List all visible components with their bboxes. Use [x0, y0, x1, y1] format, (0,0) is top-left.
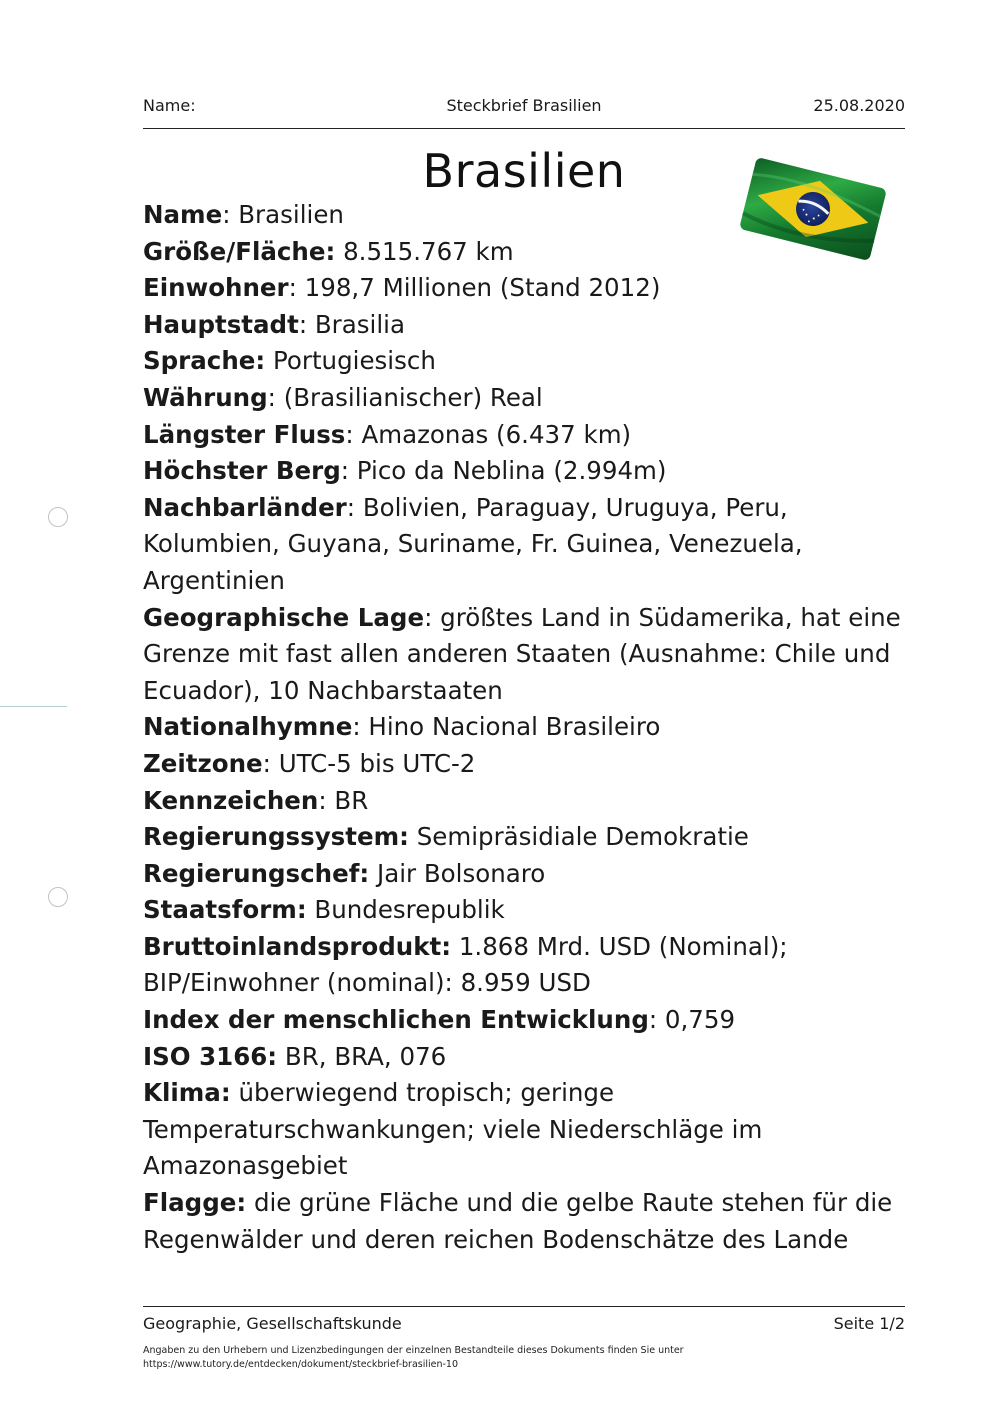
- fact-separator: :: [648, 1005, 665, 1035]
- fact-separator: :: [345, 419, 362, 449]
- fact-value: größtes Land in Südamerika, hat eine Grenze mit fast allen anderen Staaten (Ausnahme: Chile und Ecuador), 10 Nachbarstaaten: [143, 602, 901, 705]
- fact-row: [143, 234, 913, 271]
- fact-row: [143, 1039, 913, 1076]
- fact-separator: [246, 1188, 254, 1217]
- fact-value: Amazonas (6.437 km): [361, 419, 632, 449]
- fact-value: überwiegend tropisch; geringe Temperaturschwankungen; viele Niederschläge im Amazonasgebiet: [143, 1078, 763, 1181]
- fact-separator: :: [267, 382, 284, 412]
- fact-label: Bruttoinlandsprodukt:: [143, 931, 452, 961]
- fact-separator: :: [288, 273, 305, 303]
- page-number: Seite 1/2: [833, 1314, 905, 1333]
- fact-row: [143, 600, 913, 710]
- fact-separator: [335, 237, 343, 266]
- fact-row: [143, 746, 913, 783]
- fact-label: Regierungssystem:: [143, 822, 409, 852]
- fact-row: [143, 929, 913, 1002]
- fact-value: die grüne Fläche und die gelbe Raute stehen für die Regenwälder und deren reichen Bodenschätze des Lande: [143, 1188, 893, 1254]
- document-title: Steckbrief Brasilien: [446, 96, 602, 115]
- page-header: [143, 96, 905, 120]
- fact-row: [143, 1185, 913, 1258]
- fact-separator: :: [352, 712, 369, 742]
- fact-label: Staatsform:: [143, 895, 307, 925]
- fact-label: Größe/Fläche:: [143, 236, 336, 266]
- fact-value: 1.868 Mrd. USD (Nominal); BIP/Einwohner (nominal): 8.959 USD: [143, 931, 788, 998]
- fact-value: 198,7 Millionen (Stand 2012): [304, 273, 661, 303]
- fact-value: Bolivien, Paraguay, Uruguya, Peru, Kolumbien, Guyana, Suriname, Fr. Guinea, Venezuela, Argentinien: [143, 492, 803, 595]
- fact-label: Flagge:: [143, 1188, 247, 1218]
- fact-value: BR: [334, 785, 369, 815]
- fact-row: [143, 709, 913, 746]
- fact-row: [143, 197, 913, 234]
- fact-value: Hino Nacional Brasileiro: [368, 712, 661, 742]
- fact-row: [143, 490, 913, 600]
- fact-separator: :: [262, 748, 279, 778]
- fact-label: Name: [143, 200, 223, 229]
- fact-value: Portugiesisch: [272, 346, 436, 376]
- fact-separator: :: [424, 602, 441, 632]
- fact-separator: :: [222, 200, 239, 229]
- punch-hole-mark: [48, 887, 68, 907]
- credits-text: Angaben zu den Urhebern und Lizenzbedingungen der einzelnen Bestandteile dieses Dokuments finden Sie unter: [143, 1345, 684, 1356]
- fact-label: Höchster Berg: [143, 456, 341, 486]
- fact-row: [143, 783, 913, 820]
- credits-link[interactable]: https://www.tutory.de/entdecken/dokument/steckbrief-brasilien-10: [143, 1359, 459, 1370]
- fact-row: [143, 453, 913, 490]
- fact-row: [143, 892, 913, 929]
- fact-separator: :: [340, 456, 357, 486]
- fact-row: [143, 1075, 913, 1185]
- fact-label: Klima:: [143, 1078, 231, 1108]
- fact-row: [143, 380, 913, 417]
- fact-separator: :: [346, 492, 363, 522]
- fact-label: Nationalhymne: [143, 712, 353, 742]
- document-date: 25.08.2020: [813, 96, 905, 115]
- fact-value: Semipräsidiale Demokratie: [416, 822, 749, 852]
- fact-value: BR, BRA, 076: [284, 1041, 447, 1071]
- fact-separator: [277, 1042, 285, 1071]
- fact-label: Längster Fluss: [143, 419, 346, 449]
- fact-list: [143, 197, 913, 1258]
- fact-row: [143, 343, 913, 380]
- punch-hole-mark: [48, 507, 68, 527]
- fact-label: Kennzeichen: [143, 785, 319, 815]
- fact-label: Geographische Lage: [143, 602, 425, 632]
- fact-separator: [369, 859, 377, 888]
- fact-separator: [265, 346, 273, 375]
- fact-label: Hauptstadt: [143, 309, 299, 339]
- page-title: Brasilien: [422, 144, 626, 198]
- fact-row: [143, 819, 913, 856]
- fact-label: Nachbarländer: [143, 492, 347, 522]
- fact-row: [143, 307, 913, 344]
- fact-label: Regierungschef:: [143, 858, 370, 888]
- fact-row: [143, 1002, 913, 1039]
- fact-separator: [409, 822, 417, 851]
- subject-label: Geographie, Gesellschaftskunde: [143, 1314, 402, 1333]
- fact-value: Brasilien: [238, 200, 344, 229]
- fact-label: ISO 3166:: [143, 1041, 278, 1071]
- fact-row: [143, 856, 913, 893]
- name-label: Name:: [143, 96, 196, 115]
- license-credits: [143, 1344, 843, 1372]
- fact-separator: [451, 932, 459, 961]
- fact-row: [143, 417, 913, 454]
- fold-mark: [0, 706, 67, 707]
- fact-value: 0,759: [664, 1005, 736, 1035]
- fact-label: Einwohner: [143, 273, 289, 303]
- fact-label: Währung: [143, 382, 268, 412]
- header-divider: [143, 128, 905, 129]
- fact-label: Zeitzone: [143, 748, 263, 778]
- fact-value: Pico da Neblina (2.994m): [356, 456, 667, 486]
- fact-value: (Brasilianischer) Real: [283, 382, 543, 412]
- fact-label: Sprache:: [143, 346, 266, 376]
- footer-divider: [143, 1306, 905, 1307]
- fact-value: 8.515.767 km: [343, 236, 514, 266]
- fact-value: Jair Bolsonaro: [376, 858, 546, 888]
- fact-label: Index der menschlichen Entwicklung: [143, 1005, 649, 1035]
- fact-value: Bundesrepublik: [314, 895, 505, 925]
- fact-separator: :: [318, 785, 335, 815]
- fact-separator: :: [298, 309, 315, 339]
- fact-value: Brasilia: [314, 309, 405, 339]
- fact-value: UTC-5 bis UTC-2: [278, 748, 476, 778]
- fact-row: [143, 270, 913, 307]
